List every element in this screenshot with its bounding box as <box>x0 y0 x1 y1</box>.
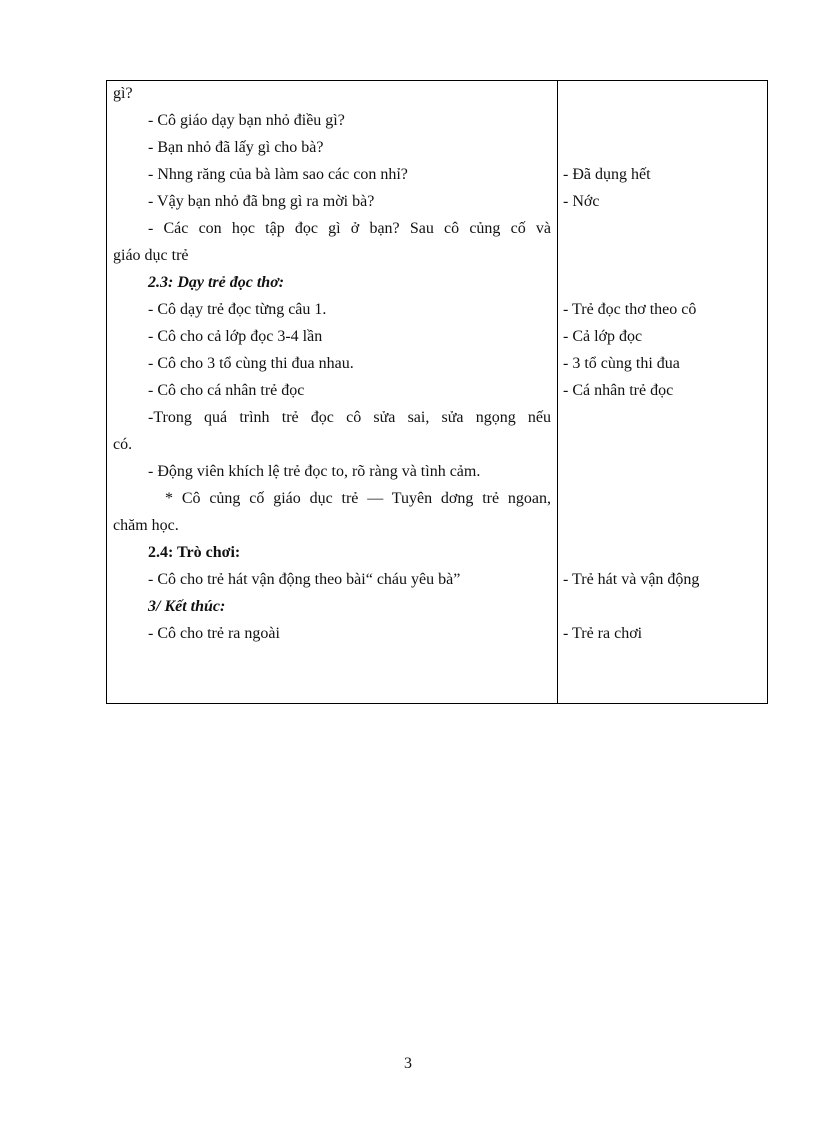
right-line: - Trẻ ra chơi <box>563 625 643 642</box>
section-heading: 2.3: Dạy trẻ đọc thơ: <box>148 274 285 291</box>
section-heading: 3/ Kết thúc: <box>148 598 226 615</box>
left-line: - Động viên khích lệ trẻ đọc to, rõ ràng và tình cảm. <box>148 463 481 480</box>
right-line: - Trẻ hát và vận động <box>563 571 700 588</box>
left-line: - Cô dạy trẻ đọc từng câu 1. <box>148 301 327 318</box>
left-line: - Nhng răng của bà làm sao các con nhỉ? <box>148 166 408 183</box>
right-line: - Cá nhân trẻ đọc <box>563 382 674 399</box>
section-heading: 2.4: Trò chơi: <box>148 544 241 561</box>
left-line: chăm học. <box>113 517 179 534</box>
left-line: gì? <box>113 85 133 102</box>
right-line: - Trẻ đọc thơ theo cô <box>563 301 697 318</box>
left-line: - Các con học tập đọc gì ở bạn? Sau cô củng cố và <box>148 220 551 237</box>
right-line: - Cả lớp đọc <box>563 328 643 345</box>
left-line: - Cô cho trẻ ra ngoài <box>148 625 280 642</box>
left-line: - Cô cho trẻ hát vận động theo bài“ cháu yêu bà” <box>148 571 461 588</box>
right-line: - Đã dụng hết <box>563 166 651 183</box>
column-divider <box>557 81 558 703</box>
left-line: có. <box>113 436 133 453</box>
left-line: - Cô cho 3 tổ cùng thi đua nhau. <box>148 355 354 372</box>
left-line: - Cô cho cả lớp đọc 3-4 lần <box>148 328 323 345</box>
right-line: - 3 tổ cùng thi đua <box>563 355 680 372</box>
page-number: 3 <box>404 1055 412 1072</box>
left-line: - Vậy bạn nhỏ đã bng gì ra mời bà? <box>148 193 375 210</box>
right-line: - Nớc <box>563 193 600 210</box>
lesson-table <box>106 80 768 704</box>
left-line: - Cô cho cá nhân trẻ đọc <box>148 382 305 399</box>
left-line: * Cô củng cố giáo dục trẻ — Tuyên dơng trẻ ngoan, <box>165 490 551 507</box>
left-line: - Bạn nhỏ đã lấy gì cho bà? <box>148 139 324 156</box>
left-line: - Cô giáo dạy bạn nhỏ điều gì? <box>148 112 345 129</box>
left-line: -Trong quá trình trẻ đọc cô sửa sai, sửa ngọng nếu <box>148 409 551 426</box>
left-line: giáo dục trẻ <box>113 247 189 264</box>
